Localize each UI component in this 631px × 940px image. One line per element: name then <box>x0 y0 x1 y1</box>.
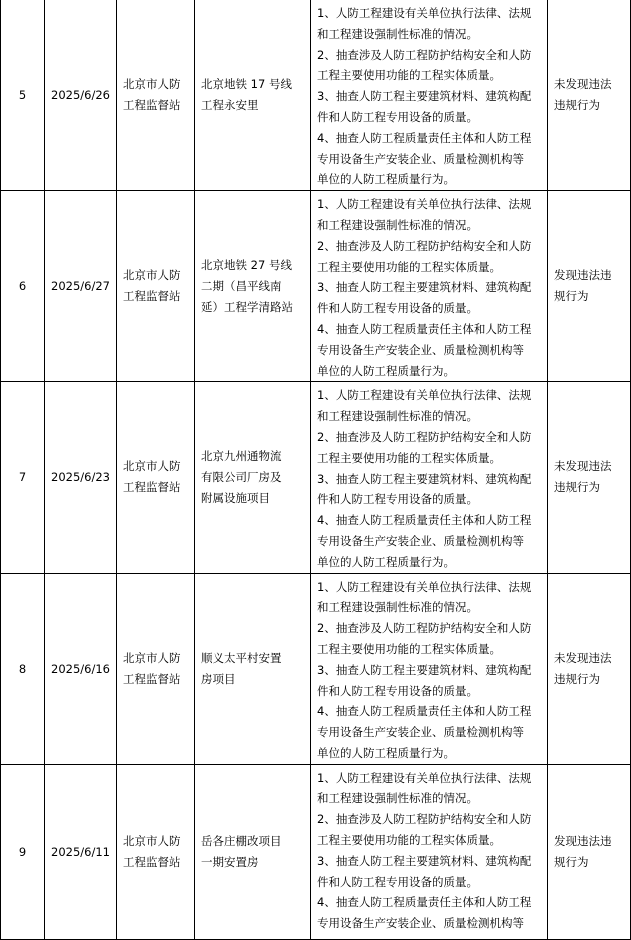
item-line: 3、抽查人防工程主要建筑材料、建筑构配 <box>317 853 532 868</box>
inspection-organization <box>117 382 195 573</box>
org-line: 北京市人防 <box>123 268 181 283</box>
item-line: 1、人防工程建设有关单位执行法律、法规 <box>317 579 532 594</box>
table-row <box>1 0 631 191</box>
row-number: 9 <box>1 764 45 939</box>
inspection-organization <box>117 191 195 382</box>
result-line: 发现违法违 <box>554 268 612 283</box>
item-line: 和工程建设强制性标准的情况。 <box>317 791 478 806</box>
project-line: 一期安置房 <box>201 854 259 869</box>
item-line: 1、人防工程建设有关单位执行法律、法规 <box>317 388 532 403</box>
project-line: 岳各庄棚改项目 <box>201 833 282 848</box>
org-line: 工程监督站 <box>123 98 181 113</box>
result-line: 规行为 <box>554 854 589 869</box>
item-line: 4、抽查人防工程质量责任主体和人防工程 <box>317 704 532 719</box>
inspection-date: 2025/6/26 <box>45 0 117 191</box>
item-line: 和工程建设强制性标准的情况。 <box>317 26 478 41</box>
inspection-date: 2025/6/11 <box>45 764 117 939</box>
result-line: 违规行为 <box>554 98 600 113</box>
project-line: 延）工程学清路站 <box>201 299 293 314</box>
item-line: 单位的人防工程质量行为。 <box>317 554 455 569</box>
result-line: 未发现违法 <box>554 77 612 92</box>
item-line: 工程主要使用功能的工程实体质量。 <box>317 641 501 656</box>
result-line: 未发现违法 <box>554 459 612 474</box>
item-line: 和工程建设强制性标准的情况。 <box>317 600 478 615</box>
org-line: 北京市人防 <box>123 650 181 665</box>
result-line: 未发现违法 <box>554 650 612 665</box>
result-line: 发现违法违 <box>554 833 612 848</box>
org-line: 工程监督站 <box>123 671 181 686</box>
inspection-result <box>548 573 631 764</box>
org-line: 北京市人防 <box>123 77 181 92</box>
item-line: 单位的人防工程质量行为。 <box>317 172 455 187</box>
inspection-organization <box>117 764 195 939</box>
item-line: 专用设备生产安装企业、质量检测机构等 <box>317 151 524 166</box>
item-line: 件和人防工程专用设备的质量。 <box>317 874 478 889</box>
table-row <box>1 764 631 939</box>
inspection-items <box>311 191 548 382</box>
item-line: 1、人防工程建设有关单位执行法律、法规 <box>317 6 532 20</box>
item-line: 工程主要使用功能的工程实体质量。 <box>317 68 501 83</box>
item-line: 单位的人防工程质量行为。 <box>317 745 455 760</box>
inspection-items <box>311 382 548 573</box>
project-name <box>195 573 311 764</box>
item-line: 专用设备生产安装企业、质量检测机构等 <box>317 342 524 357</box>
project-name <box>195 191 311 382</box>
item-line: 2、抽查涉及人防工程防护结构安全和人防 <box>317 621 532 636</box>
result-line: 规行为 <box>554 289 589 304</box>
item-line: 工程主要使用功能的工程实体质量。 <box>317 833 501 848</box>
inspection-date: 2025/6/16 <box>45 573 117 764</box>
inspection-items <box>311 573 548 764</box>
project-line: 二期（昌平线南 <box>201 278 282 293</box>
org-line: 北京市人防 <box>123 833 181 848</box>
project-line: 工程永安里 <box>201 98 259 113</box>
item-line: 4、抽查人防工程质量责任主体和人防工程 <box>317 895 532 910</box>
item-line: 专用设备生产安装企业、质量检测机构等 <box>317 533 524 548</box>
item-line: 和工程建设强制性标准的情况。 <box>317 409 478 424</box>
inspection-result <box>548 382 631 573</box>
project-line: 北京地铁 17 号线 <box>201 77 292 92</box>
row-number: 5 <box>1 0 45 191</box>
inspection-items <box>311 764 548 939</box>
item-line: 4、抽查人防工程质量责任主体和人防工程 <box>317 513 532 528</box>
project-name <box>195 764 311 939</box>
item-line: 2、抽查涉及人防工程防护结构安全和人防 <box>317 238 532 253</box>
row-number: 6 <box>1 191 45 382</box>
project-line: 顺义太平村安置 <box>201 650 282 665</box>
item-line: 2、抽查涉及人防工程防护结构安全和人防 <box>317 812 532 827</box>
row-number: 8 <box>1 573 45 764</box>
item-line: 件和人防工程专用设备的质量。 <box>317 683 478 698</box>
item-line: 2、抽查涉及人防工程防护结构安全和人防 <box>317 429 532 444</box>
org-line: 工程监督站 <box>123 289 181 304</box>
item-line: 件和人防工程专用设备的质量。 <box>317 492 478 507</box>
project-name <box>195 382 311 573</box>
table-row <box>1 382 631 573</box>
result-line: 违规行为 <box>554 671 600 686</box>
inspection-date: 2025/6/27 <box>45 191 117 382</box>
inspection-organization <box>117 573 195 764</box>
project-line: 北京九州通物流 <box>201 448 282 463</box>
org-line: 工程监督站 <box>123 480 181 495</box>
project-line: 附属设施项目 <box>201 490 270 505</box>
table-row <box>1 191 631 382</box>
inspection-organization <box>117 0 195 191</box>
inspection-date: 2025/6/23 <box>45 382 117 573</box>
inspection-result <box>548 191 631 382</box>
inspection-table-body <box>1 0 631 939</box>
row-number: 7 <box>1 382 45 573</box>
project-line: 有限公司厂房及 <box>201 469 282 484</box>
item-line: 1、人防工程建设有关单位执行法律、法规 <box>317 770 532 785</box>
item-line: 专用设备生产安装企业、质量检测机构等 <box>317 916 524 931</box>
org-line: 工程监督站 <box>123 854 181 869</box>
item-line: 工程主要使用功能的工程实体质量。 <box>317 259 501 274</box>
item-line: 专用设备生产安装企业、质量检测机构等 <box>317 725 524 740</box>
project-line: 北京地铁 27 号线 <box>201 257 292 272</box>
org-line: 北京市人防 <box>123 459 181 474</box>
item-line: 件和人防工程专用设备的质量。 <box>317 109 478 124</box>
item-line: 3、抽查人防工程主要建筑材料、建筑构配 <box>317 89 532 104</box>
inspection-result <box>548 764 631 939</box>
item-line: 3、抽查人防工程主要建筑材料、建筑构配 <box>317 280 532 295</box>
item-line: 单位的人防工程质量行为。 <box>317 363 455 378</box>
project-line: 房项目 <box>201 671 236 686</box>
table-row <box>1 573 631 764</box>
result-line: 违规行为 <box>554 480 600 495</box>
inspection-items <box>311 0 548 191</box>
inspection-result <box>548 0 631 191</box>
item-line: 4、抽查人防工程质量责任主体和人防工程 <box>317 130 532 145</box>
item-line: 1、人防工程建设有关单位执行法律、法规 <box>317 197 532 212</box>
item-line: 3、抽查人防工程主要建筑材料、建筑构配 <box>317 471 532 486</box>
item-line: 和工程建设强制性标准的情况。 <box>317 217 478 232</box>
item-line: 2、抽查涉及人防工程防护结构安全和人防 <box>317 47 532 62</box>
item-line: 4、抽查人防工程质量责任主体和人防工程 <box>317 321 532 336</box>
project-name <box>195 0 311 191</box>
item-line: 件和人防工程专用设备的质量。 <box>317 301 478 316</box>
item-line: 工程主要使用功能的工程实体质量。 <box>317 450 501 465</box>
item-line: 3、抽查人防工程主要建筑材料、建筑构配 <box>317 662 532 677</box>
